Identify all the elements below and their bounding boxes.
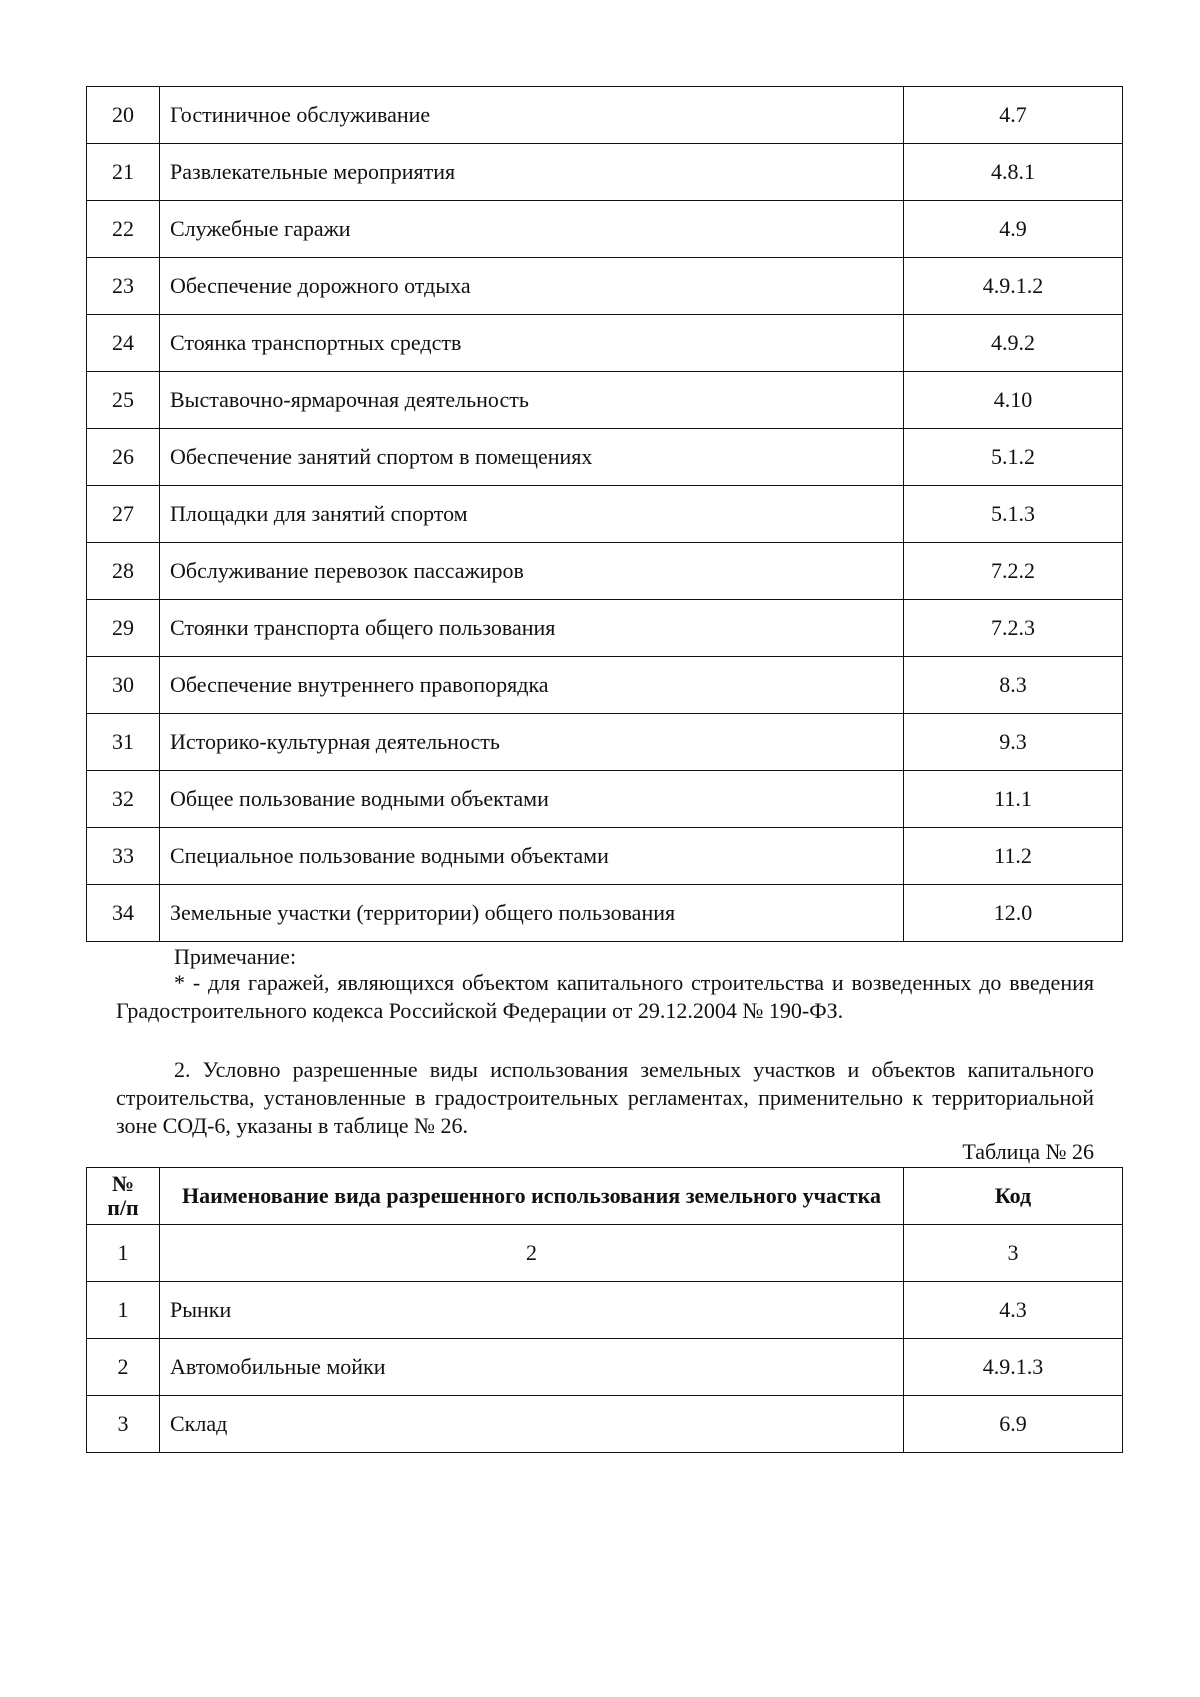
cell-code: 4.9.1.2 <box>904 258 1123 315</box>
cell-name: Гостиничное обслуживание <box>160 87 904 144</box>
cell-name: Развлекательные мероприятия <box>160 144 904 201</box>
paragraph-conditional-uses: 2. Условно разрешенные виды использования земельных участков и объектов капитального строительства, установленные в градостроительных регламентах, применительно к территориальной зоне СОД-6, указаны в таблице № 26. <box>116 1057 1094 1138</box>
cell-num: 27 <box>87 486 160 543</box>
cell-num: 20 <box>87 87 160 144</box>
cell-code: 4.9.1.3 <box>904 1339 1123 1396</box>
cell-code: 7.2.2 <box>904 543 1123 600</box>
cell-num: 2 <box>87 1339 160 1396</box>
cell-num: 1 <box>87 1282 160 1339</box>
cell-num: 31 <box>87 714 160 771</box>
cell-num: 34 <box>87 885 160 942</box>
table-26 <box>86 1167 1123 1453</box>
table-row <box>87 87 1123 144</box>
cell-code: 6.9 <box>904 1396 1123 1453</box>
table-row <box>87 657 1123 714</box>
cell-code: 11.2 <box>904 828 1123 885</box>
table-row <box>87 828 1123 885</box>
table-row <box>87 429 1123 486</box>
cell-num: 28 <box>87 543 160 600</box>
header-number <box>87 1168 160 1225</box>
cell-name: Историко-культурная деятельность <box>160 714 904 771</box>
table-row <box>87 543 1123 600</box>
cell-code: 4.10 <box>904 372 1123 429</box>
header-code: Код <box>904 1168 1123 1225</box>
cell-num: 22 <box>87 201 160 258</box>
cell-code: 4.9.2 <box>904 315 1123 372</box>
header-name: Наименование вида разрешенного использования земельного участка <box>160 1168 904 1225</box>
cell-name: Автомобильные мойки <box>160 1339 904 1396</box>
cell-num: 3 <box>87 1396 160 1453</box>
cell-num: 26 <box>87 429 160 486</box>
table-row <box>87 1339 1123 1396</box>
cell-name: Земельные участки (территории) общего пользования <box>160 885 904 942</box>
cell-num: 21 <box>87 144 160 201</box>
land-use-table-continued <box>86 86 1123 942</box>
table-26-body <box>87 1282 1123 1453</box>
table-row <box>87 1396 1123 1453</box>
cell-code: 7.2.3 <box>904 600 1123 657</box>
cell-name: Специальное пользование водными объектами <box>160 828 904 885</box>
table-row <box>87 258 1123 315</box>
table-row <box>87 714 1123 771</box>
cell-code: 9.3 <box>904 714 1123 771</box>
cell-num: 24 <box>87 315 160 372</box>
table-row <box>87 885 1123 942</box>
index-code: 3 <box>904 1225 1123 1282</box>
cell-num: 29 <box>87 600 160 657</box>
table-row <box>87 600 1123 657</box>
table-row <box>87 201 1123 258</box>
cell-code: 4.7 <box>904 87 1123 144</box>
cell-name: Площадки для занятий спортом <box>160 486 904 543</box>
cell-code: 11.1 <box>904 771 1123 828</box>
table-26-header-row <box>87 1168 1123 1225</box>
table-row <box>87 486 1123 543</box>
cell-name: Служебные гаражи <box>160 201 904 258</box>
table-row <box>87 372 1123 429</box>
cell-name: Рынки <box>160 1282 904 1339</box>
note-text: * - для гаражей, являющихся объектом капитального строительства и возведенных до введения Градостроительного кодекса Российской Федерации от 29.12.2004 № 190-ФЗ. <box>116 970 1094 1023</box>
cell-code: 5.1.3 <box>904 486 1123 543</box>
cell-code: 5.1.2 <box>904 429 1123 486</box>
header-number-line1: № <box>111 1171 135 1196</box>
cell-num: 33 <box>87 828 160 885</box>
cell-name: Общее пользование водными объектами <box>160 771 904 828</box>
cell-num: 25 <box>87 372 160 429</box>
cell-name: Обслуживание перевозок пассажиров <box>160 543 904 600</box>
table-26-caption: Таблица № 26 <box>962 1139 1094 1164</box>
index-num: 1 <box>87 1225 160 1282</box>
index-name: 2 <box>160 1225 904 1282</box>
table-row <box>87 315 1123 372</box>
cell-num: 23 <box>87 258 160 315</box>
table-row <box>87 771 1123 828</box>
cell-name: Обеспечение внутреннего правопорядка <box>160 657 904 714</box>
cell-num: 32 <box>87 771 160 828</box>
cell-name: Обеспечение занятий спортом в помещениях <box>160 429 904 486</box>
cell-name: Склад <box>160 1396 904 1453</box>
cell-code: 4.3 <box>904 1282 1123 1339</box>
cell-code: 4.9 <box>904 201 1123 258</box>
table-row <box>87 144 1123 201</box>
note-label: Примечание: <box>174 944 297 969</box>
cell-code: 4.8.1 <box>904 144 1123 201</box>
cell-name: Стоянки транспорта общего пользования <box>160 600 904 657</box>
table-row <box>87 1282 1123 1339</box>
cell-code: 12.0 <box>904 885 1123 942</box>
cell-name: Обеспечение дорожного отдыха <box>160 258 904 315</box>
cell-num: 30 <box>87 657 160 714</box>
table-26-index-row <box>87 1225 1123 1282</box>
land-use-table-body <box>87 87 1123 942</box>
cell-code: 8.3 <box>904 657 1123 714</box>
cell-name: Выставочно-ярмарочная деятельность <box>160 372 904 429</box>
header-number-line2: п/п <box>107 1195 139 1220</box>
cell-name: Стоянка транспортных средств <box>160 315 904 372</box>
